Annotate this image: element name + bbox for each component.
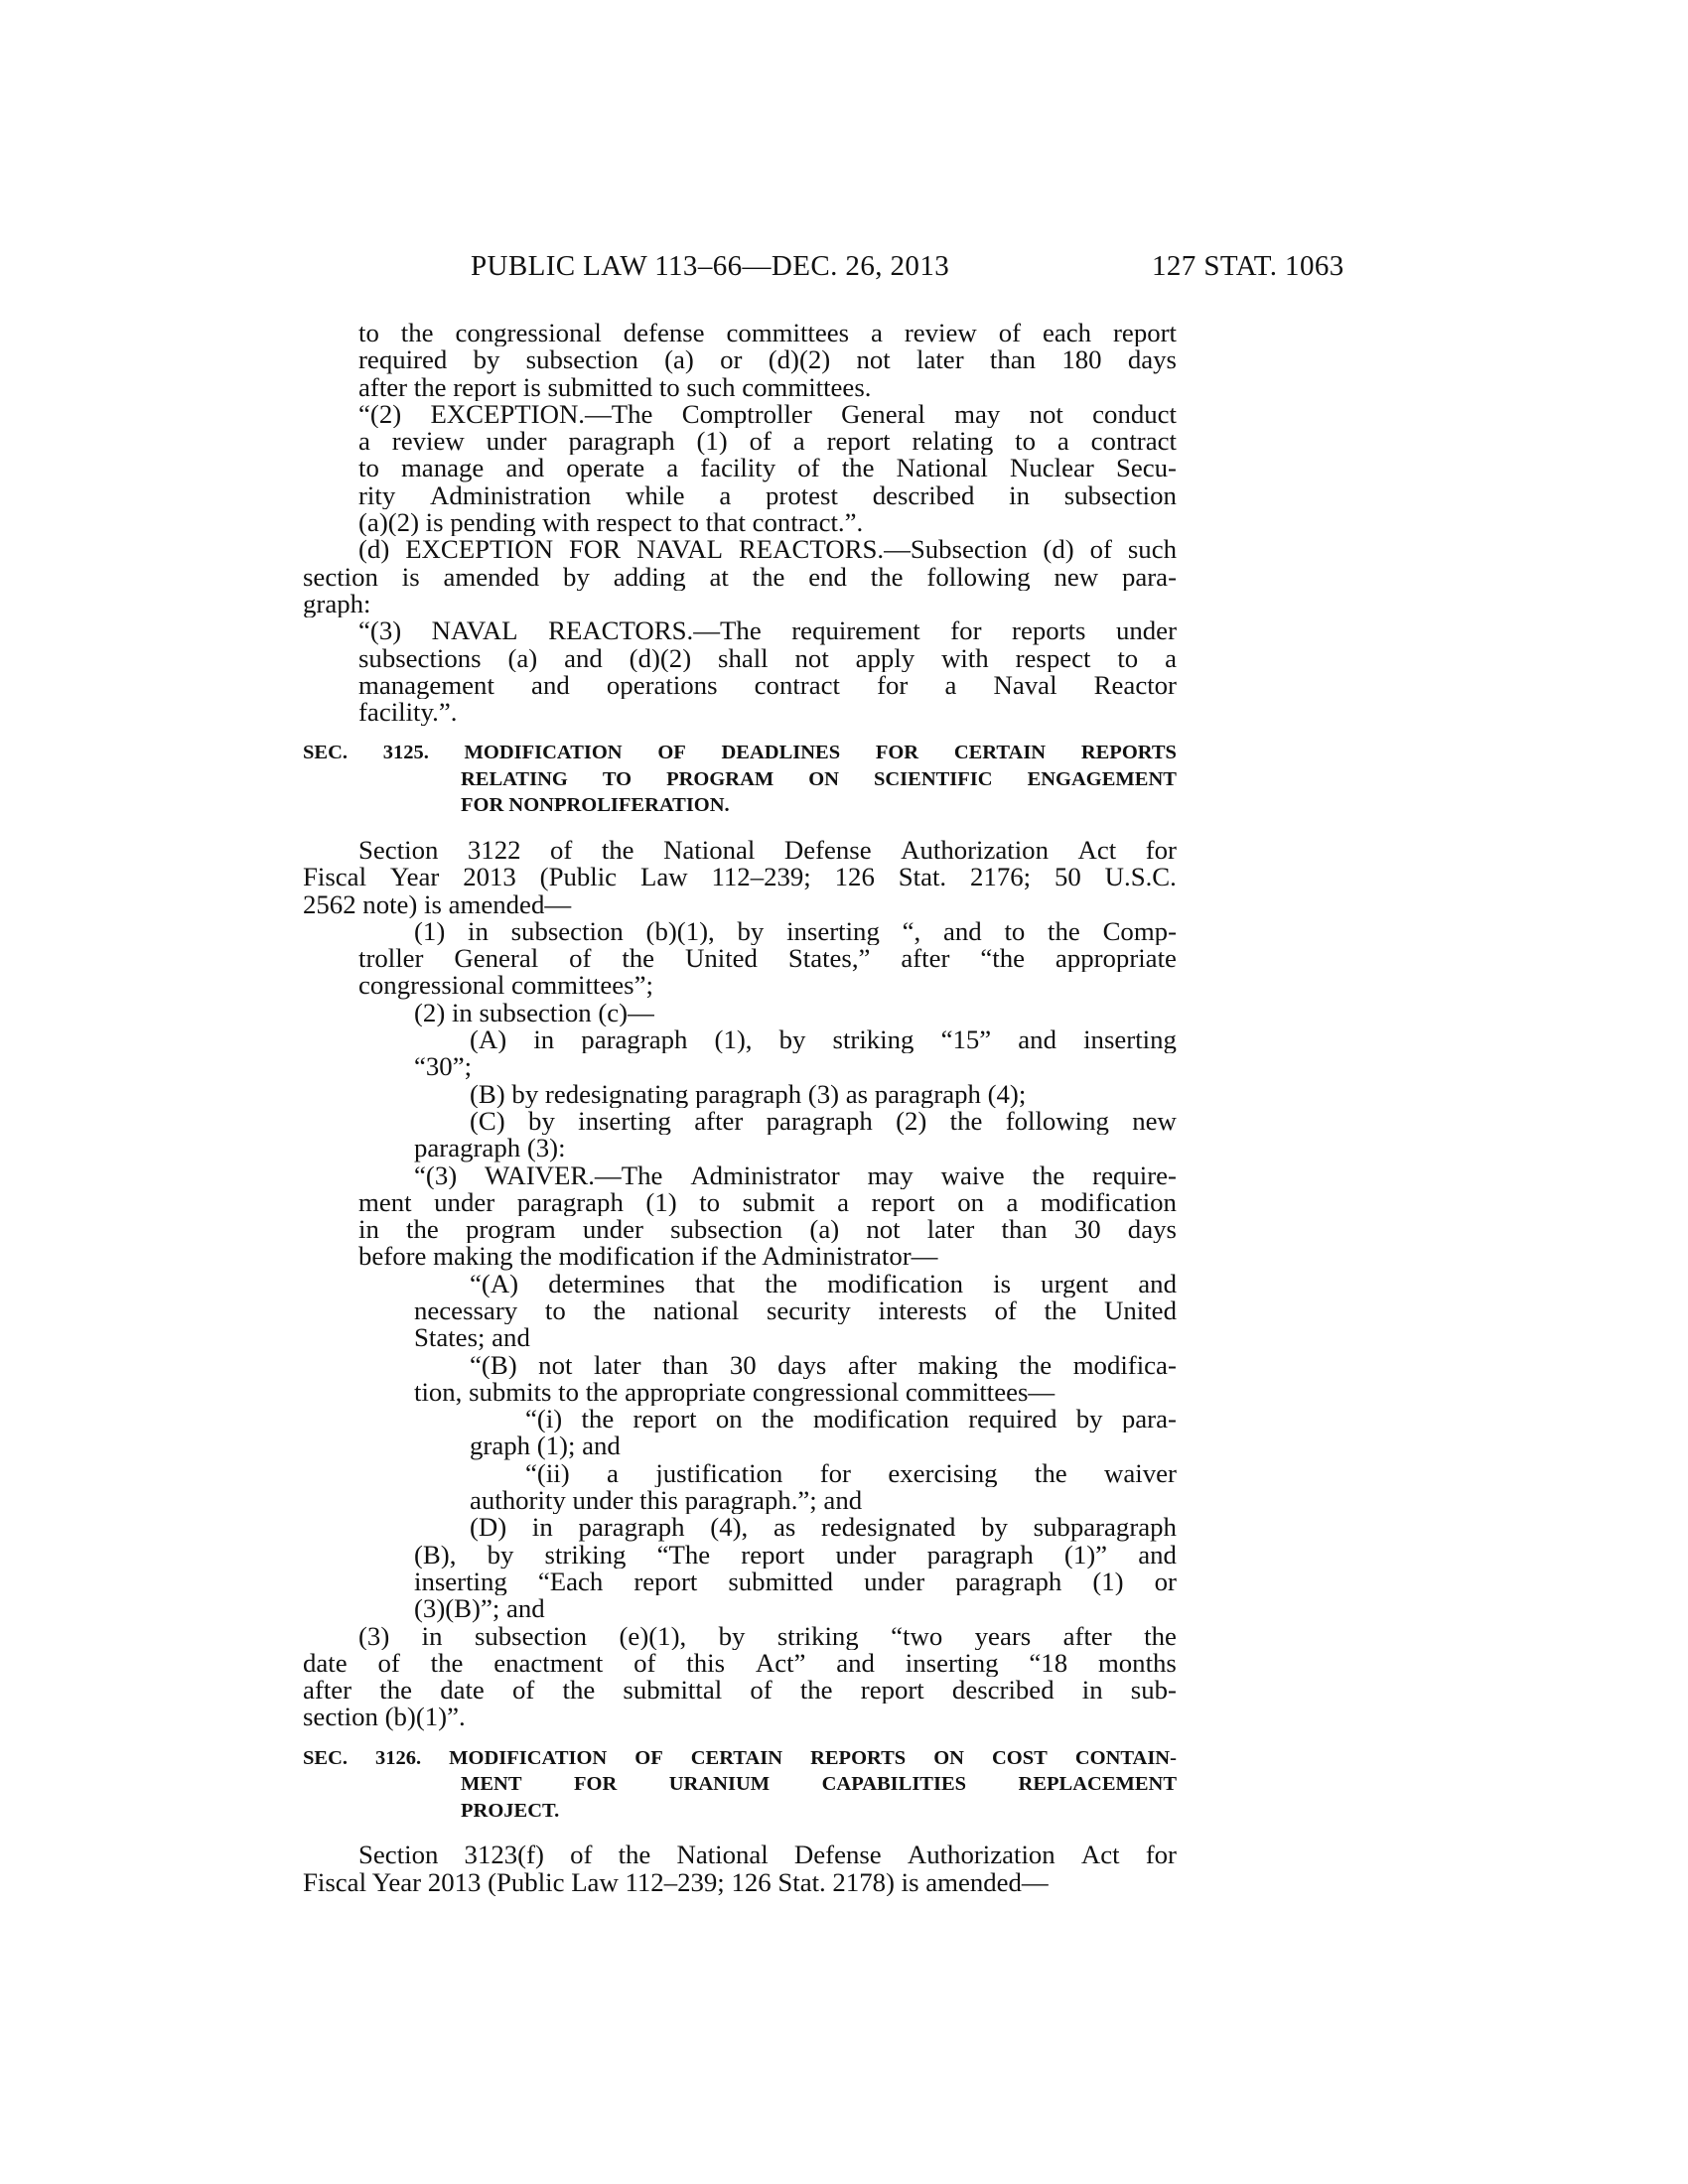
text-line: to the congressional defense committees a review of each report [358, 320, 1177, 347]
text-line: Fiscal Year 2013 (Public Law 112–239; 126 Stat. 2178) is amended— [303, 1868, 1049, 1896]
text-line: congressional committees”; [358, 972, 653, 1000]
public-law-citation: PUBLIC LAW 113–66—DEC. 26, 2013 [471, 250, 950, 282]
paragraph [303, 1162, 1177, 1271]
text-line: tion, submits to the appropriate congressional committees— [414, 1378, 1055, 1407]
text-line: “(ii) a justification for exercising the waiver [525, 1459, 1177, 1488]
paragraph [303, 401, 1177, 536]
paragraph [303, 918, 1177, 1000]
paragraph [303, 1108, 1177, 1162]
heading-line: RELATING TO PROGRAM ON SCIENTIFIC ENGAGEMENT [461, 767, 1177, 790]
text-line: graph (1); and [470, 1433, 621, 1460]
text-line: “(3) NAVAL REACTORS.—The requirement for reports under [358, 617, 1177, 645]
heading-line: MENT FOR URANIUM CAPABILITIES REPLACEMENT [461, 1773, 1177, 1796]
paragraph [303, 837, 1177, 918]
paragraph [303, 617, 1177, 726]
text-line: “(2) EXCEPTION.—The Comptroller General may not conduct [358, 400, 1177, 429]
text-line: in the program under subsection (a) not later than 30 days [358, 1216, 1177, 1244]
paragraph [303, 1271, 1177, 1352]
text-line: troller General of the United States,” after “the appropriate [358, 945, 1177, 973]
text-line: (D) in paragraph (4), as redesignated by subparagraph [470, 1514, 1177, 1542]
text-line: before making the modification if the Administrator— [358, 1243, 938, 1271]
text-line: (a)(2) is pending with respect to that contract.”. [358, 509, 864, 537]
text-line: authority under this paragraph.”; and [470, 1487, 863, 1515]
heading-line: PROJECT. [461, 1799, 560, 1822]
text-line: to manage and operate a facility of the National Nuclear Secu- [358, 455, 1177, 482]
text-line: “30”; [414, 1053, 473, 1081]
text-line: after the date of the submittal of the report described in sub- [303, 1677, 1177, 1705]
page-header [0, 250, 1688, 290]
paragraph [303, 1460, 1177, 1515]
text-line: (2) in subsection (c)— [414, 999, 654, 1027]
paragraph [303, 1081, 1177, 1108]
text-line: (d) EXCEPTION FOR NAVAL REACTORS.—Subsection (d) of such [358, 536, 1177, 564]
document-body [303, 320, 1177, 1896]
text-line: (B), by striking “The report under paragraph (1)” and [414, 1541, 1177, 1569]
text-line: Section 3123(f) of the National Defense Authorization Act for [358, 1842, 1177, 1869]
text-line: required by subsection (a) or (d)(2) not later than 180 days [358, 346, 1177, 374]
section-3125-text [303, 837, 1177, 1731]
text-line: necessary to the national security interests of the United [414, 1297, 1177, 1325]
text-line: Section 3122 of the National Defense Authorization Act for [358, 836, 1177, 865]
text-line: graph: [303, 590, 371, 618]
paragraph [303, 320, 1177, 401]
paragraph [303, 1026, 1177, 1081]
section-3126-heading [303, 1745, 1177, 1825]
heading-line: SEC. 3125. MODIFICATION OF DEADLINES FOR CERTAIN REPORTS [303, 742, 1177, 764]
paragraph [303, 1623, 1177, 1731]
text-line: facility.”. [358, 699, 458, 727]
text-line: (C) by inserting after paragraph (2) the following new [470, 1107, 1177, 1136]
text-line: a review under paragraph (1) of a report relating to a contract [358, 428, 1177, 456]
text-line: “(i) the report on the modification required by para- [525, 1406, 1177, 1433]
text-line: States; and [414, 1324, 530, 1352]
text-line: Fiscal Year 2013 (Public Law 112–239; 126 Stat. 2176; 50 U.S.C. [303, 864, 1177, 891]
text-line: (A) in paragraph (1), by striking “15” and inserting [470, 1026, 1177, 1054]
statute-page-number: 127 STAT. 1063 [1152, 250, 1344, 282]
text-line: (B) by redesignating paragraph (3) as paragraph (4); [470, 1080, 1027, 1108]
paragraph [303, 1514, 1177, 1622]
text-line: after the report is submitted to such committees. [358, 373, 872, 401]
paragraph [303, 1842, 1177, 1896]
heading-line: SEC. 3126. MODIFICATION OF CERTAIN REPORTS ON COST CONTAIN- [303, 1746, 1177, 1769]
text-line: “(B) not later than 30 days after making the modifica- [470, 1351, 1177, 1379]
text-line: section (b)(1)”. [303, 1704, 466, 1731]
text-line: section is amended by adding at the end the following new para- [303, 563, 1177, 591]
text-line: (3)(B)”; and [414, 1595, 545, 1623]
paragraph [303, 536, 1177, 617]
text-line: (3) in subsection (e)(1), by striking “two years after the [358, 1622, 1177, 1650]
text-line: date of the enactment of this Act” and inserting “18 months [303, 1649, 1177, 1678]
text-line: (1) in subsection (b)(1), by inserting “, and to the Comp- [414, 917, 1177, 946]
text-line: “(3) WAIVER.—The Administrator may waive the require- [414, 1161, 1177, 1189]
heading-line: FOR NONPROLIFERATION. [461, 794, 730, 817]
section-3124-continuation [303, 320, 1177, 726]
text-line: management and operations contract for a Naval Reactor [358, 671, 1177, 700]
text-line: inserting “Each report submitted under paragraph (1) or [414, 1568, 1177, 1596]
text-line: paragraph (3): [414, 1135, 566, 1162]
text-line: ment under paragraph (1) to submit a report on a modification [358, 1188, 1177, 1217]
section-3125-heading [303, 740, 1177, 819]
text-line: 2562 note) is amended— [303, 890, 572, 918]
text-line: subsections (a) and (d)(2) shall not apply with respect to a [358, 644, 1177, 672]
paragraph [303, 1406, 1177, 1460]
paragraph [303, 1000, 1177, 1026]
text-line: “(A) determines that the modification is urgent and [470, 1270, 1177, 1297]
text-line: rity Administration while a protest described in subsection [358, 481, 1177, 510]
section-3126-text [303, 1842, 1177, 1896]
paragraph [303, 1352, 1177, 1407]
